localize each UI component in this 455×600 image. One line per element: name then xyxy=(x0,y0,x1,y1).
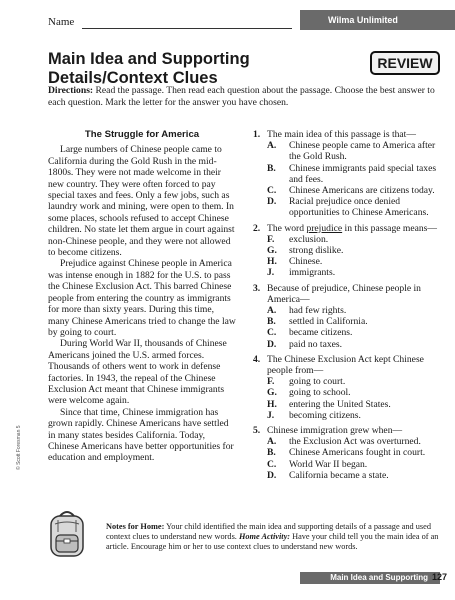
question-stem: The main idea of this passage is that— xyxy=(267,129,416,140)
notes-text-2: Have your child tell you the main idea of an article. Encourage him or her to use context clues to understand new words. xyxy=(106,532,439,551)
option-text: immigrants. xyxy=(289,267,336,279)
option-letter: G. xyxy=(267,245,277,257)
answer-option[interactable] xyxy=(253,256,449,267)
name-line[interactable] xyxy=(82,28,292,29)
option-text: becoming citizens. xyxy=(289,409,361,421)
answer-option[interactable] xyxy=(253,316,449,327)
footer-section-title: Main Idea and Supporting Details/Context Clues xyxy=(330,573,428,594)
answer-option[interactable] xyxy=(253,376,449,387)
passage xyxy=(48,129,236,464)
question-number: 1. xyxy=(253,129,261,140)
option-letter: B. xyxy=(267,316,276,328)
answer-option[interactable] xyxy=(253,163,449,185)
question-number: 2. xyxy=(253,222,261,234)
option-text: paid no taxes. xyxy=(289,338,343,350)
option-text: Chinese. xyxy=(289,256,323,268)
option-text: exclusion. xyxy=(289,233,329,245)
question-number: 4. xyxy=(253,353,261,365)
answer-option[interactable] xyxy=(253,436,449,447)
option-text: World War II began. xyxy=(289,458,368,470)
directions-text: Read the passage. Then read each question about the passage. Choose the best answer to each question. Mark the letter for the answer you have chosen. xyxy=(48,85,435,108)
answer-option[interactable] xyxy=(253,234,449,245)
question-stem: Because of prejudice, Chinese people in America— xyxy=(267,282,421,305)
option-letter: C. xyxy=(267,458,277,470)
option-letter: D. xyxy=(267,196,277,208)
name-label: Name xyxy=(48,16,75,28)
passage-paragraph: Since that time, Chinese immigration has grown rapidly. Chinese Americans have settled in many states besides California. Today, Chinese Americans have better opportunities for education and employment. xyxy=(48,406,234,464)
answer-option[interactable] xyxy=(253,327,449,338)
option-letter: H. xyxy=(267,398,277,410)
question-1 xyxy=(253,129,449,219)
answer-option[interactable] xyxy=(253,447,449,458)
option-text: Chinese Americans fought in court. xyxy=(289,447,426,459)
vocab-word: prejudice xyxy=(306,222,343,234)
option-text: had few rights. xyxy=(289,305,347,317)
option-text: going to school. xyxy=(289,387,351,399)
answer-option[interactable] xyxy=(253,410,449,421)
option-letter: F. xyxy=(267,233,275,245)
question-2 xyxy=(253,223,449,279)
option-text: California became a state. xyxy=(289,469,389,481)
publisher-tab: Wilma Unlimited xyxy=(300,10,455,30)
option-letter: A. xyxy=(267,140,277,152)
passage-paragraph: During World War II, thousands of Chinese Americans joined the U.S. armed forces. Thousands of others went to work in defense factories. In 1943, the repeal of the Chinese Exclusion Act meant that Chinese immigrants were welcome again. xyxy=(48,338,227,407)
option-text: strong dislike. xyxy=(289,245,344,257)
option-text: entering the United States. xyxy=(289,398,391,410)
backpack-icon xyxy=(46,508,88,560)
option-letter: B. xyxy=(267,447,276,459)
passage-title: The Struggle for America xyxy=(84,129,200,140)
answer-option[interactable] xyxy=(253,267,449,278)
stem-after: in this passage means— xyxy=(342,222,437,234)
option-letter: C. xyxy=(267,327,277,339)
notes-text: Your child identified the main idea and supporting details of a passage and used context clues to understand new words. xyxy=(106,522,431,541)
option-letter: A. xyxy=(267,305,277,317)
page-title: Main Idea and Supporting Details/Context Clues xyxy=(48,50,250,87)
question-3 xyxy=(253,283,449,350)
answer-option[interactable] xyxy=(253,387,449,398)
home-activity-label: Home Activity: xyxy=(238,532,291,541)
question-stem: The Chinese Exclusion Act kept Chinese people from— xyxy=(267,353,424,377)
notes-for-home xyxy=(106,522,446,552)
option-letter: A. xyxy=(267,436,277,448)
notes-label: Notes for Home: xyxy=(106,522,165,531)
option-letter: G. xyxy=(267,387,277,399)
question-5 xyxy=(253,425,449,481)
passage-paragraph: Large numbers of Chinese people came to California during the Gold Rush in the mid-1800s. They were not made welcome in their new country. They were often forced to pay special taxes and fees. Only a few jobs, such as laundry work and mining, were open to them. In some places, schools refused to accept Chinese children. No state let them argue in court against non-Chinese people, and they were not allowed to become citizens. xyxy=(48,144,235,259)
option-text: settled in California. xyxy=(289,316,368,328)
option-text: Chinese Americans are citizens today. xyxy=(289,185,435,197)
option-letter: F. xyxy=(267,376,275,388)
option-text: going to court. xyxy=(289,376,346,388)
option-letter: D. xyxy=(267,469,277,481)
question-4 xyxy=(253,354,449,421)
option-text: Racial prejudice once denied opportunities to Chinese Americans. xyxy=(289,196,429,219)
answer-option[interactable] xyxy=(253,140,449,162)
option-text: the Exclusion Act was overturned. xyxy=(289,436,421,448)
answer-option[interactable] xyxy=(253,305,449,316)
directions xyxy=(48,85,446,108)
review-badge: REVIEW xyxy=(370,51,440,75)
option-text: Chinese people came to America after the Gold Rush. xyxy=(289,140,436,163)
copyright: © Scott Foresman 5 xyxy=(16,425,22,470)
stem-before: The word xyxy=(267,222,307,234)
question-number: 3. xyxy=(253,282,261,294)
option-letter: J. xyxy=(267,267,275,279)
question-stem: Chinese immigration grew when— xyxy=(267,425,403,437)
option-letter: J. xyxy=(267,409,275,421)
answer-option[interactable] xyxy=(253,470,449,481)
option-text: became citizens. xyxy=(289,327,353,339)
question-number: 5. xyxy=(253,425,261,437)
option-text: Chinese immigrants paid special taxes and fees. xyxy=(289,162,437,185)
directions-label: Directions: xyxy=(48,85,94,96)
answer-option[interactable] xyxy=(253,399,449,410)
answer-option[interactable] xyxy=(253,339,449,350)
answer-option[interactable] xyxy=(253,185,449,196)
passage-paragraph: Prejudice against Chinese people in America was intense enough in 1882 for the U.S. to pass the Chinese Exclusion Act. This barred Chinese people from entering the country as immigrants for more than sixty years. During this time, many Chinese Americans tried to change the law by going to court. xyxy=(48,258,236,338)
questions xyxy=(253,129,449,485)
page-number: 127 xyxy=(432,572,448,582)
answer-option[interactable] xyxy=(253,196,449,218)
option-letter: D. xyxy=(267,338,277,350)
option-letter: C. xyxy=(267,185,277,197)
answer-option[interactable] xyxy=(253,459,449,470)
option-letter: H. xyxy=(267,256,277,268)
question-stem xyxy=(267,223,449,234)
answer-option[interactable] xyxy=(253,245,449,256)
option-letter: B. xyxy=(267,162,276,174)
